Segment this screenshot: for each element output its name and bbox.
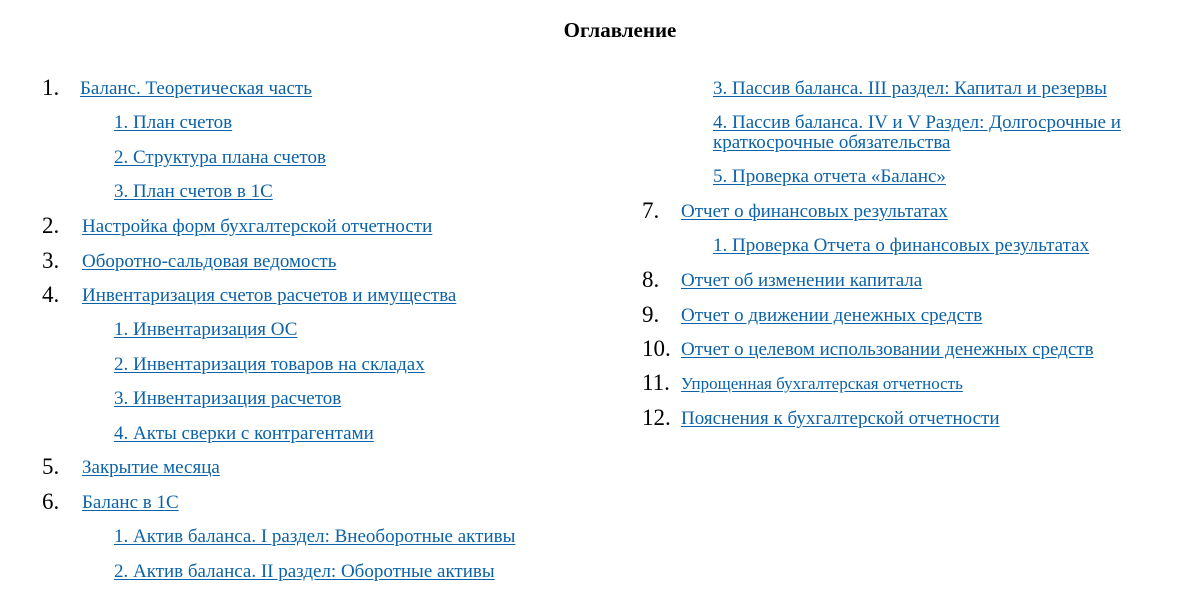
toc-sublink-liability-section-4-5[interactable]: 4. Пассив баланса. IV и V Раздел: Долгосрочные и краткосрочные обязательства — [713, 112, 1121, 153]
toc-number: 2. — [42, 213, 60, 238]
toc-number: 10. — [642, 336, 671, 361]
toc-number: 8. — [642, 267, 660, 292]
toc-number: 6. — [42, 489, 60, 514]
toc-sublink-asset-section-2[interactable]: 2. Актив баланса. II раздел: Оборотные активы — [114, 561, 495, 582]
toc-link-balance-theory[interactable]: Баланс. Теоретическая часть — [80, 78, 312, 99]
toc-link-report-forms[interactable]: Настройка форм бухгалтерской отчетности — [82, 216, 433, 237]
toc-number: 11. — [642, 370, 670, 395]
toc-number: 9. — [642, 302, 660, 327]
toc-number: 1. — [42, 75, 60, 100]
toc-link-financial-results[interactable]: Отчет о финансовых результатах — [681, 201, 948, 222]
toc-sublink-reconciliation-acts[interactable]: 4. Акты сверки с контрагентами — [114, 423, 374, 444]
toc-number: 3. — [42, 248, 60, 273]
toc-sublink-balance-check[interactable]: 5. Проверка отчета «Баланс» — [713, 166, 946, 187]
toc-link-simplified-reporting[interactable]: Упрощенная бухгалтерская отчетность — [681, 374, 963, 393]
toc-sublink-chart-structure[interactable]: 2. Структура плана счетов — [114, 147, 326, 168]
toc-sublink-financial-results-check[interactable]: 1. Проверка Отчета о финансовых результатах — [713, 235, 1090, 256]
toc-sublink-liability-section-3[interactable]: 3. Пассив баланса. III раздел: Капитал и резервы — [713, 78, 1107, 99]
toc-sublink-chart-of-accounts[interactable]: 1. План счетов — [114, 112, 233, 133]
toc-link-capital-changes[interactable]: Отчет об изменении капитала — [681, 270, 923, 291]
toc-number: 7. — [642, 198, 660, 223]
toc-sublink-inventory-goods[interactable]: 2. Инвентаризация товаров на складах — [114, 354, 425, 375]
toc-link-explanations[interactable]: Пояснения к бухгалтерской отчетности — [681, 408, 1000, 429]
toc-number: 5. — [42, 454, 60, 479]
toc-link-targeted-funds[interactable]: Отчет о целевом использовании денежных средств — [681, 339, 1094, 360]
toc-sublink-asset-section-1[interactable]: 1. Актив баланса. I раздел: Внеоборотные активы — [114, 526, 516, 547]
toc-sublink-chart-in-1c[interactable]: 3. План счетов в 1С — [114, 181, 273, 202]
toc-title: Оглавление — [563, 18, 677, 42]
toc-link-turnover-balance[interactable]: Оборотно-сальдовая ведомость — [82, 251, 337, 272]
toc-link-cash-flow[interactable]: Отчет о движении денежных средств — [681, 305, 983, 326]
toc-sublink-inventory-settlements[interactable]: 3. Инвентаризация расчетов — [114, 388, 342, 409]
toc-number: 12. — [642, 405, 671, 430]
toc-number: 4. — [42, 282, 60, 307]
toc-link-inventory[interactable]: Инвентаризация счетов расчетов и имущества — [82, 285, 457, 306]
toc-link-month-close[interactable]: Закрытие месяца — [82, 457, 220, 478]
toc-link-balance-1c[interactable]: Баланс в 1С — [82, 492, 179, 513]
toc-sublink-inventory-fixed-assets[interactable]: 1. Инвентаризация ОС — [114, 319, 298, 340]
